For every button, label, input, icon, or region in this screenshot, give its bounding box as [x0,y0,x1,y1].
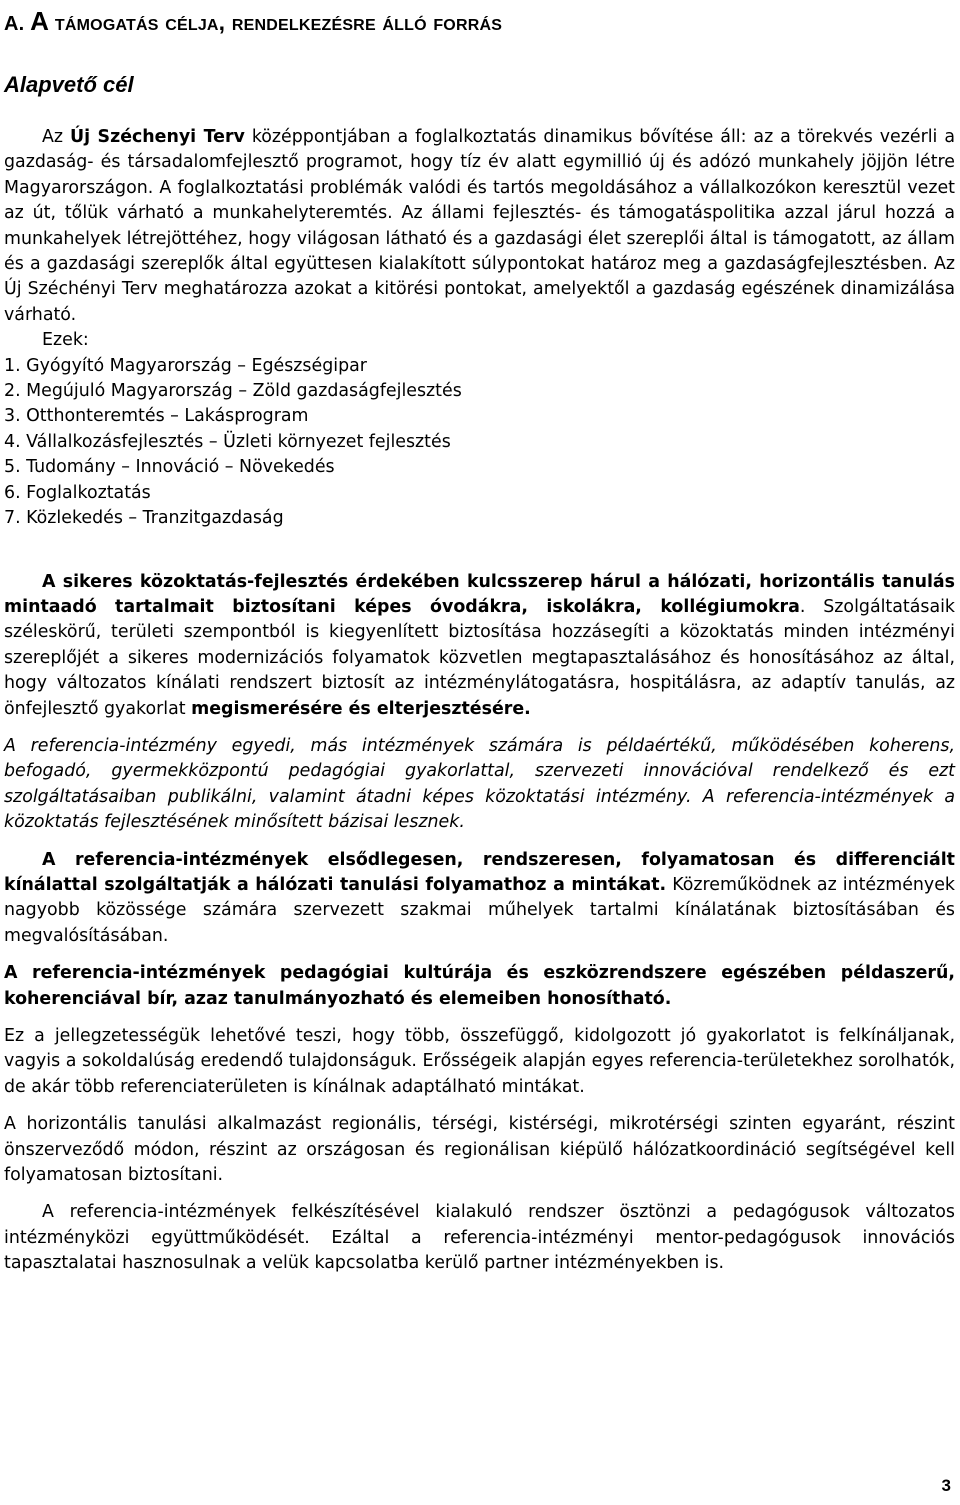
paragraph-horizontal-learning: A horizontális tanulási alkalmazást regionális, térségi, kistérségi, mikrotérségi szinten egyaránt, részint önszerveződő módon, részint az országosan és regionálisan kiépülő hálózatkoordináció segítségével kell folyamatosan biztosítani. [4,1114,955,1186]
para2-bold-a: A sikeres közoktatás-fejlesztés érdekében kulcsszerep hárul a hálózati, horizontális tanulás mintaadó tartalmait biztosítani képes óvodákra, iskolákra, kollégiumokra [4,571,955,617]
para4-text: Közreműködnek az intézmények nagyobb közössége számára szervezett szakmai műhelyek tartalmi kínálatának biztosításában és megvalósításában. [4,874,955,946]
para1-bold: Új Széchenyi Terv [69,127,245,147]
list-item: 5. Tudomány – Innováció – Növekedés [4,457,335,478]
program-list [4,354,955,532]
paragraph-goal [4,125,955,328]
list-item: 7. Közlekedés – Tranzitgazdaság [4,508,284,529]
paragraph-reference-definition [4,734,955,836]
list-item: 6. Foglalkoztatás [4,482,151,503]
list-item: 4. Vállalkozásfejlesztés – Üzleti környezet fejlesztés [4,431,451,452]
list-item: 2. Megújuló Magyarország – Zöld gazdaságfejlesztés [4,381,462,402]
paragraph-network-learning [4,570,955,722]
para3-italic: A referencia-intézmény egyedi, más intézmények számára is példaértékű, működésében koherens, befogadó, gyermekközpontú pedagógiai gyakorlattal, szervezeti innovációval rendelkező és ezt szolgáltatásaiban publikálni, valamint átadni képes közoktatási intézmény. A referencia-intézmények a közoktatás fejlesztésének minősített bázisai lesznek. [4,735,955,833]
para1-text-b: középpontjában a foglalkoztatás dinamikus bővítése áll: az a törekvés vezérli a gazdaság- és társadalomfejlesztő programot, hogy tíz év alatt egymillió új és adózó munkahely jöjjön létre Magyarországon. A foglalkoztatási problémák valódi és tartós megoldásához a vállalkozókon keresztül vezet az út, tőlük várható a munkahelyteremtés. Az állami fejlesztés- és támogatáspolitika azzal járul hozzá a munkahelyek létrejöttéhez, hogy világosan látható és a gazdasági élet szereplői által is támogatott, az állam és a gazdasági szereplők által együttesen kialakított súlypontokat határoz meg a gazdaságfejlesztésben. Az Új Széchényi Terv meghatározza azokat a kitörési pontokat, amelyektől a gazdaság egészének dinamizálása várható. [4,127,955,325]
para4-bold: A referencia-intézmények elsődlegesen, rendszeresen, folyamatosan és differenciált kínálattal szolgáltatják a hálózati tanulási folyamathoz a mintákat. [4,849,955,895]
para1-text-a: Az [42,127,70,147]
paragraph-reference-culture [4,961,955,1012]
subheading: Alapvető cél [4,72,134,97]
section-letter: A. [4,13,25,35]
list-intro: Ezek: [42,330,89,351]
paragraph-characteristics: Ez a jellegzetességük lehetővé teszi, hogy több, összefüggő, kidolgozott jó gyakorlatot is felkínáljanak, vagyis a sokoldalúság eredendő tulajdonságuk. Erősségeik alapján egyes referencia-területekhez sorolhatók, de akár több referenciaterületen is kínálnak adaptálható mintákat. [4,1026,955,1097]
page-number: 3 [941,1476,951,1495]
para2-text: . Szolgáltatásaik széleskörű, területi szempontból is kiegyenlített biztosítása hozzásegíti a közoktatás minden intézményi szereplőjét a sikeres modernizációs folyamatok közvetlen megtapasztalásához és honosításához az által, hogy változatos kínálati rendszert biztosít az intézménylátogatásra, hospitálásra, az adaptív tanulás, az önfejlesztő gyakorlat [4,596,956,719]
paragraph-cooperation: A referencia-intézmények felkészítésével kialakuló rendszer ösztönzi a pedagógusok változatos intézményközi együttműködését. Ezáltal a referencia-intézményi mentor-pedagógusok innovációs tapasztalatai hasznosulnak a velük kapcsolatba kerülő partner intézményekben is. [4,1202,955,1274]
paragraph-reference-role [4,848,955,950]
heading-rest: támogatás célja, rendelkezésre álló forrás [54,9,503,35]
para2-bold-b: megismerésére és elterjesztésére. [191,698,531,719]
section-heading [4,6,502,37]
list-item: 3. Otthonteremtés – Lakásprogram [4,406,309,427]
body-text [4,125,955,1277]
para5-bold: A referencia-intézmények pedagógiai kultúrája és eszközrendszere egészében példaszerű, koherenciával bír, azaz tanulmányozható és elemeiben honosítható. [4,963,955,1009]
heading-initial: A [30,6,50,36]
list-item: 1. Gyógyító Magyarország – Egészségipar [4,355,367,376]
